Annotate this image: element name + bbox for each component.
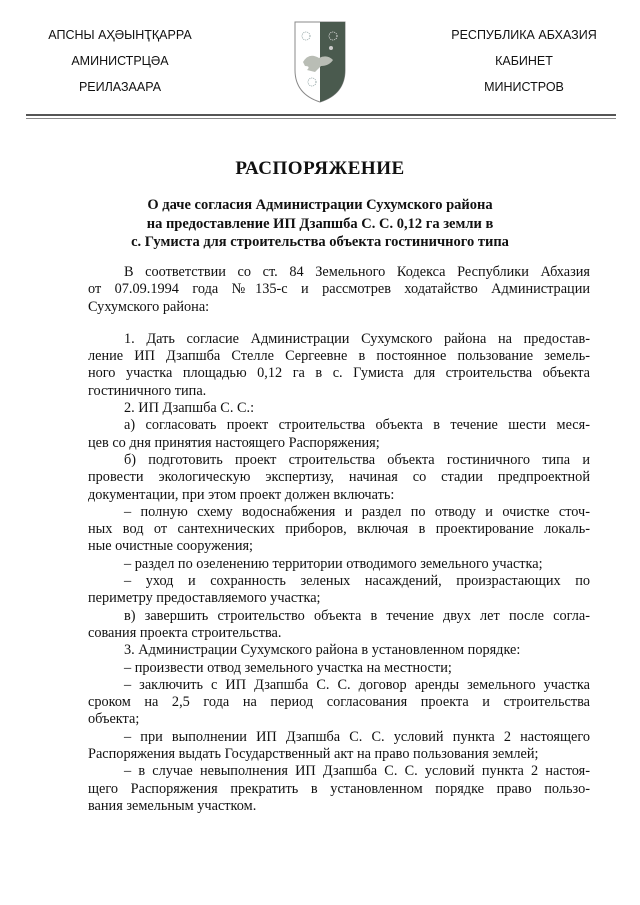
paragraph-line: щего Распоряжения прекратить в установленном порядке право пользо- bbox=[88, 780, 590, 797]
coat-of-arms-emblem bbox=[293, 20, 347, 104]
paragraph-line: В соответствии со ст. 84 Земельного Кодекса Республики Абхазия bbox=[124, 264, 590, 280]
header-divider bbox=[26, 114, 616, 116]
header-line: АПСНЫ АҲӘЫНҬҚАРРА bbox=[48, 28, 192, 42]
paragraph bbox=[88, 608, 590, 643]
paragraph bbox=[88, 763, 590, 815]
paragraph-line: ных вод от сантехнических приборов, включая в проектирование локаль- bbox=[88, 521, 590, 538]
paragraph bbox=[88, 642, 590, 659]
subject-line: с. Гумиста для строительства объекта гостиничного типа bbox=[131, 234, 509, 250]
header-russian bbox=[424, 28, 624, 106]
paragraph-line: – заключить с ИП Дзапшба С. С. договор аренды земельного участка bbox=[124, 676, 590, 693]
header-line: МИНИСТРОВ bbox=[484, 80, 564, 94]
paragraph bbox=[88, 660, 590, 677]
paragraph bbox=[88, 264, 590, 316]
paragraph-line: объекта; bbox=[88, 711, 140, 728]
paragraph bbox=[88, 677, 590, 729]
paragraph-line: от 07.09.1994 года №135-с и рассмотрев ходатайство Администрации bbox=[88, 281, 590, 298]
header-line: РЕИЛАЗААРА bbox=[78, 80, 162, 94]
paragraph-line: документации, при этом проект должен включать: bbox=[88, 486, 395, 503]
paragraph-line: ные очистные сооружения; bbox=[88, 538, 254, 555]
header-line: АМИНИСТРЦӘА bbox=[71, 54, 169, 68]
paragraph bbox=[88, 452, 590, 504]
paragraph bbox=[88, 573, 590, 608]
document-body bbox=[88, 264, 590, 815]
paragraph-line: цев со дня принятия настоящего Распоряжения; bbox=[88, 434, 380, 451]
paragraph-line: 3. Администрации Сухумского района в установленном порядке: bbox=[124, 642, 521, 659]
paragraph-line: – полную схему водоснабжения и раздел по отводу и очистке сточ- bbox=[124, 503, 590, 520]
header-line: РЕСПУБЛИКА АБХАЗИЯ bbox=[451, 28, 597, 42]
header-divider-thin bbox=[26, 118, 616, 119]
paragraph-line: Распоряжения выдать Государственный акт на право пользования землей; bbox=[88, 746, 539, 763]
paragraph-line: б) подготовить проект строительства объекта гостиничного типа и bbox=[124, 451, 590, 468]
paragraph-line: сования проекта строительства. bbox=[88, 624, 282, 641]
paragraph-line: гостиничного типа. bbox=[88, 382, 207, 399]
paragraph bbox=[88, 556, 590, 573]
subject-line: О даче согласия Администрации Сухумского района bbox=[147, 197, 493, 213]
paragraph bbox=[88, 729, 590, 764]
paragraph-line: вания земельным участком. bbox=[88, 797, 257, 814]
paragraph-line: – в случае невыполнения ИП Дзапшба С. С. условий пункта 2 настоя- bbox=[124, 763, 590, 780]
paragraph-line: – раздел по озеленению территории отводимого земельного участка; bbox=[124, 555, 543, 572]
paragraph bbox=[88, 400, 590, 417]
document-subject bbox=[0, 196, 640, 252]
paragraph-line: – при выполнении ИП Дзапшба С. С. условий пункта 2 настоящего bbox=[124, 728, 590, 745]
document-title: РАСПОРЯЖЕНИЕ bbox=[235, 158, 405, 179]
paragraph-line: ление ИП Дзапшба Стелле Сергеевне в постоянное пользование земель- bbox=[88, 348, 590, 365]
paragraph-line: в) завершить строительство объекта в течение двух лет после согла- bbox=[124, 607, 590, 624]
paragraph-line: периметру предоставляемого участка; bbox=[88, 590, 321, 607]
paragraph bbox=[88, 331, 590, 400]
paragraph-line: провести экологическую экспертизу, начиная со стадии предпроектной bbox=[88, 469, 590, 486]
paragraph bbox=[88, 504, 590, 556]
paragraph-line: 2. ИП Дзапшба С. С.: bbox=[124, 400, 255, 417]
paragraph-line: сроком на 2,5 года на период согласования проекта и строительства bbox=[88, 694, 590, 711]
header-line: КАБИНЕТ bbox=[495, 54, 553, 68]
paragraph-line: 1. Дать согласие Администрации Сухумского района на предостав- bbox=[124, 330, 590, 347]
paragraph-line: а) согласовать проект строительства объекта в течение шести меся- bbox=[124, 417, 590, 434]
paragraph-line: ного участка площадью 0,12 га в с. Гумиста для строительства объекта bbox=[88, 365, 590, 382]
paragraph-line: Сухумского района: bbox=[88, 298, 210, 315]
header-abkhaz bbox=[20, 28, 220, 106]
paragraph-line: – произвести отвод земельного участка на местности; bbox=[124, 659, 452, 676]
paragraph bbox=[88, 417, 590, 452]
paragraph-line: – уход и сохранность зеленых насаждений, произрастающих по bbox=[124, 573, 590, 590]
subject-line: на предоставление ИП Дзапшба С. С. 0,12 га земли в bbox=[146, 215, 494, 232]
